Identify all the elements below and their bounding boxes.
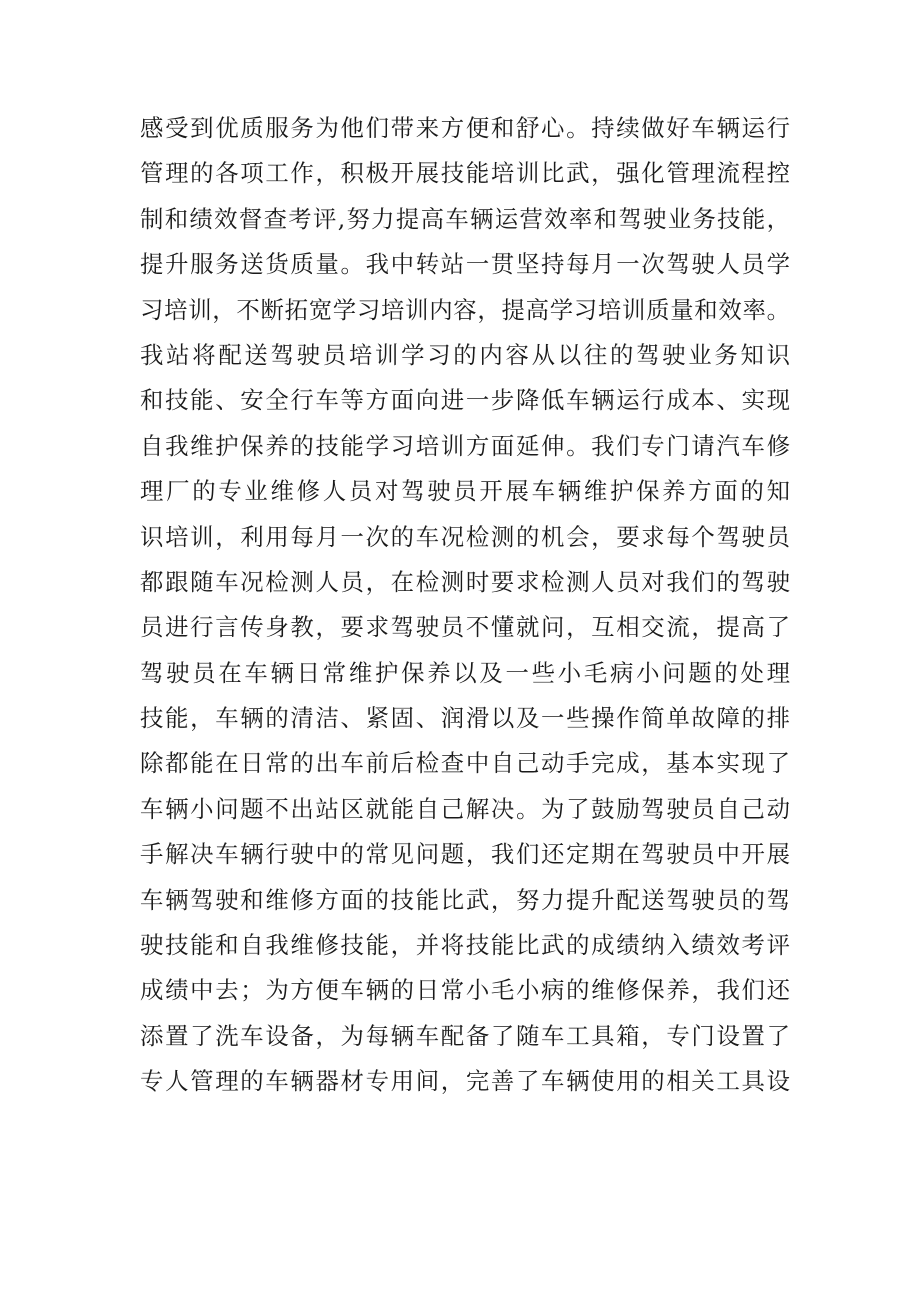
- text-line: 习培训，不断拓宽学习培训内容，提高学习培训质量和效率。: [140, 295, 790, 324]
- text-line: 管理的各项工作，积极开展技能培训比武，强化管理流程控: [140, 159, 790, 188]
- text-line: 感受到优质服务为他们带来方便和舒心。持续做好车辆运行: [140, 114, 790, 142]
- text-line: 车辆驾驶和维修方面的技能比武，努力提升配送驾驶员的驾: [140, 885, 790, 914]
- text-line: 自我维护保养的技能学习培训方面延伸。我们专门请汽车修: [140, 431, 790, 460]
- text-line: 驶技能和自我维修技能，并将技能比武的成绩纳入绩效考评: [140, 931, 790, 960]
- text-line: 成绩中去；为方便车辆的日常小毛小病的维修保养，我们还: [140, 976, 790, 1005]
- text-line: 除都能在日常的出车前后检查中自己动手完成，基本实现了: [140, 749, 790, 778]
- text-line: 都跟随车况检测人员，在检测时要求检测人员对我们的驾驶: [140, 567, 790, 596]
- body-paragraph: [140, 106, 790, 1105]
- text-line: 理厂的专业维修人员对驾驶员开展车辆维护保养方面的知: [140, 477, 790, 506]
- text-line: 专人管理的车辆器材专用间，完善了车辆使用的相关工具设: [140, 1067, 790, 1096]
- text-line: 和技能、安全行车等方面向进一步降低车辆运行成本、实现: [140, 386, 790, 415]
- text-line: 驾驶员在车辆日常维护保养以及一些小毛病小问题的处理: [140, 658, 790, 687]
- text-line: 员进行言传身教，要求驾驶员不懂就问，互相交流，提高了: [140, 613, 790, 642]
- text-line: 添置了洗车设备，为每辆车配备了随车工具箱，专门设置了: [140, 1021, 790, 1050]
- text-line: 我站将配送驾驶员培训学习的内容从以往的驾驶业务知识: [140, 340, 790, 369]
- text-line: 手解决车辆行驶中的常见问题，我们还定期在驾驶员中开展: [140, 840, 790, 869]
- text-line: 车辆小问题不出站区就能自己解决。为了鼓励驾驶员自己动: [140, 794, 790, 823]
- text-line: 制和绩效督查考评,努力提高车辆运营效率和驾驶业务技能，: [140, 204, 790, 233]
- text-line: 识培训，利用每月一次的车况检测的机会，要求每个驾驶员: [140, 522, 790, 551]
- text-line: 提升服务送货质量。我中转站一贯坚持每月一次驾驶人员学: [140, 250, 790, 279]
- text-line: 技能，车辆的清洁、紧固、润滑以及一些操作简单故障的排: [140, 704, 790, 733]
